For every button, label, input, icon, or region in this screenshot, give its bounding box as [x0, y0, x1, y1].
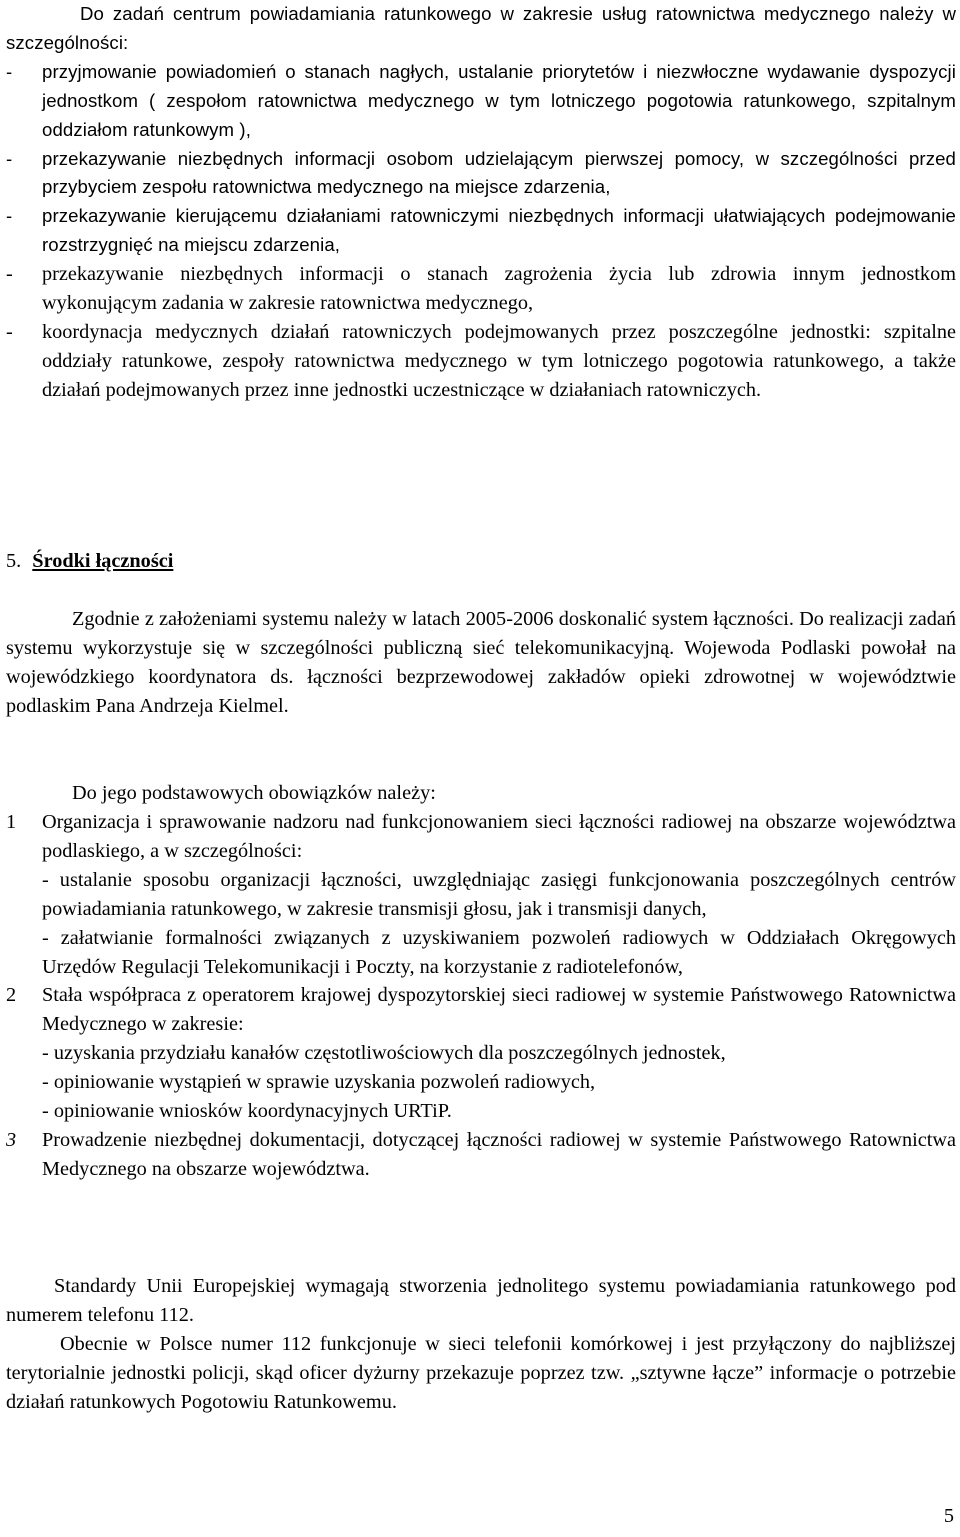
intro-item-4	[6, 260, 956, 318]
intro-item-text: przekazywanie niezbędnych informacji osobom udzielającym pierwszej pomocy, w szczególności przed przybyciem zespołu ratownictwa medycznego na miejsce zdarzenia,	[42, 147, 956, 198]
intro-dash: -	[6, 147, 13, 169]
section-number: 5.	[6, 550, 22, 572]
intro-item-5	[6, 318, 956, 405]
intro-item-3	[6, 202, 956, 260]
duties-lead: Do jego podstawowych obowiązków należy:	[72, 782, 436, 804]
duty-text: Organizacja i sprawowanie nadzoru nad funkcjonowaniem sieci łączności radiowej na obszarze województwa podlaskiego, a w szczególności:	[42, 811, 956, 862]
duty-number: 3	[6, 1128, 17, 1151]
duty-sub: - załatwianie formalności związanych z uzyskiwaniem pozwoleń radiowych w Oddziałach Okręgowych Urzędów Regulacji Telekomunikacji i Poczty, na korzystanie z radiotelefonów,	[42, 926, 956, 978]
duties-list	[6, 808, 956, 1184]
page-number: 5	[943, 1505, 954, 1528]
duty-item-2	[6, 981, 956, 1126]
duty-number: 2	[6, 984, 17, 1007]
intro-item-text: przekazywanie niezbędnych informacji o stanach zagrożenia życia lub zdrowia innym jednostkom wykonującym zadania w zakresie ratownictwa medycznego,	[42, 263, 956, 315]
intro-lead: Do zadań centrum powiadamiania ratunkowego w zakresie usług ratownictwa medycznego należy w szczególności:	[6, 3, 956, 53]
section-title: Środki łączności	[32, 550, 174, 572]
intro-dash: -	[6, 205, 13, 227]
duty-number: 1	[6, 811, 17, 833]
duty-text: Prowadzenie niezbędnej dokumentacji, dotyczącej łączności radiowej w systemie Państwowego Ratownictwa Medycznego na obszarze województwa.	[42, 1128, 956, 1180]
paragraph-eu-standards: Standardy Unii Europejskiej wymagają stworzenia jednolitego systemu powiadamiania ratunkowego pod numerem telefonu 112.	[6, 1275, 956, 1326]
intro-item-1	[6, 58, 956, 145]
intro-item-2	[6, 145, 956, 203]
intro-dash: -	[6, 60, 13, 82]
intro-item-text: przekazywanie kierującemu działaniami ratowniczymi niezbędnych informacji ułatwiających podejmowanie rozstrzygnięć na miejscu zdarzenia,	[42, 205, 956, 256]
intro-dash: -	[6, 320, 13, 343]
paragraph-communication: Zgodnie z założeniami systemu należy w latach 2005-2006 doskonalić system łączności. Do realizacji zadań systemu wykorzystuje się w szczególności publiczną sieć telekomunikacyjną. Wojewoda Podlaski powołał na wojewódzkiego koordynatora ds. łączności bezprzewodowej zakładów opieki zdrowotnej w województwie podlaskim Pana Andrzeja Kielmel.	[6, 608, 956, 717]
duty-item-3	[6, 1126, 956, 1184]
duty-sub: - uzyskania przydziału kanałów częstotliwościowych dla poszczególnych jednostek,	[42, 1042, 726, 1065]
duty-text: Stała współpraca z operatorem krajowej dyspozytorskiej sieci radiowej w systemie Państwowego Ratownictwa Medycznego w zakresie:	[42, 984, 956, 1036]
intro-block	[6, 0, 956, 405]
paragraph-112: Obecnie w Polsce numer 112 funkcjonuje w sieci telefonii komórkowej i jest przyłączony do najbliższej terytorialnie jednostki policji, skąd oficer dyżurny przekazuje poprzez tzw. „sztywne łącze” informacje o potrzebie działań ratunkowych Pogotowiu Ratunkowemu.	[6, 1333, 956, 1413]
duty-item-1	[6, 808, 956, 981]
intro-item-text: koordynacja medycznych działań ratowniczych podejmowanych przez poszczególne jednostki: szpitalne oddziały ratunkowe, zespoły ratownictwa medycznego w tym lotniczego pogotowia ratunkowego, a także działań podejmowanych przez inne jednostki uczestniczące w działaniach ratowniczych.	[42, 320, 956, 401]
duty-sub: - opiniowanie wniosków koordynacyjnych URTiP.	[42, 1100, 452, 1123]
intro-dash: -	[6, 263, 13, 286]
section-heading	[6, 547, 956, 576]
duty-sub: - ustalanie sposobu organizacji łączności, uwzględniając zasięgi funkcjonowania poszczególnych centrów powiadamiania ratunkowego, w zakresie transmisji głosu, jak i transmisji danych,	[42, 868, 956, 920]
intro-item-text: przyjmowanie powiadomień o stanach nagłych, ustalanie priorytetów i niezwłoczne wydawanie dyspozycji jednostkom ( zespołom ratownictwa medycznego w tym lotniczego pogotowia ratunkowego, szpitalnym oddziałom ratunkowym ),	[42, 60, 956, 140]
duty-sub: - opiniowanie wystąpień w sprawie uzyskania pozwoleń radiowych,	[42, 1071, 596, 1094]
